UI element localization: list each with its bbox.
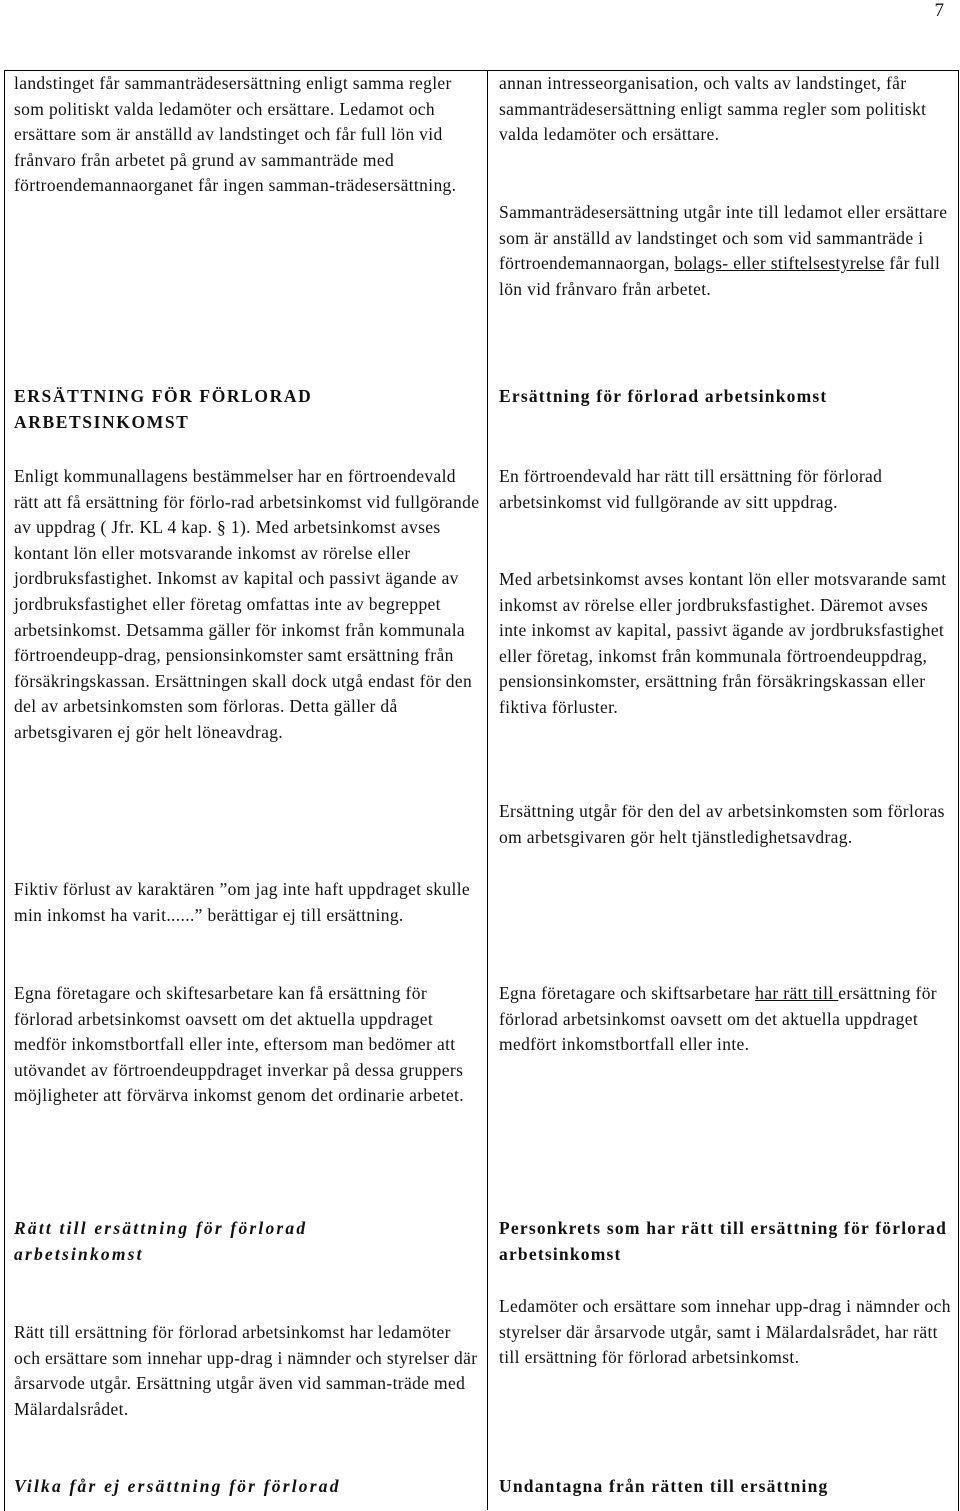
left-heading-ersattning: ERSÄTTNING FÖR FÖRLORAD ARBETSINKOMST [14, 386, 313, 432]
right-paragraph-egna-foretagare [499, 981, 951, 1058]
left-paragraph-kommunallag: Enligt kommunallagens bestämmelser har en förtroendevald rätt att få ersättning för förlo-rad arbetsinkomst vid fullgörande av uppdrag ( Jfr. KL 4 kap. § 1). Med arbetsinkomst avses kontant lön eller motsvarande inkomst av rörelse eller jordbruksfastighet. Inkomst av kapital och passivt ägande av jordbruksfastighet eller företag omfattas inte av begreppet arbetsinkomst. Detsamma gäller för inkomst från kommunala förtroendeupp-drag, pensionsinkomster samt ersättning från försäkringskassan. Ersättningen skall dock utgå endast för den del av arbetsinkomsten som förloras. Detta gäller då arbetsgivaren ej gör helt löneavdrag. [14, 466, 480, 742]
right-heading-ersattning: Ersättning för förlorad arbetsinkomst [499, 386, 828, 406]
left-intro-text-1: landstinget får sammanträdesersättning enligt samma regler som politiskt valda ledamöter och ersättare. [14, 73, 452, 119]
right-intro2-text-a: Sammanträdesersättning utgår inte till ledamot eller ersättare som är anställd av landstinget och som vid sammanträde i förtroendemannaorgan, [499, 202, 948, 274]
left-paragraph-egna-foretagare: Egna företagare och skiftesarbetare kan få ersättning för förlorad arbetsinkomst oavsett om det aktuella uppdraget medför inkomstbortfall eller inte, eftersom man bedömer att utövandet av förtroendeuppdraget inverkar på dessa gruppers möjligheter att förvärva inkomst genom det ordinarie arbetet. [14, 983, 464, 1106]
left-heading-ratt-till: Rätt till ersättning för förlorad arbetsinkomst [14, 1218, 308, 1264]
right-para4-text-b: ersättning för förlorad arbetsinkomst oavsett om det aktuella uppdraget medfört inkomstbortfall eller inte. [499, 983, 937, 1055]
right-paragraph-arbetsinkomst: Med arbetsinkomst avses kontant lön eller motsvarande samt inkomst av rörelse eller jordbruksfastighet. Däremot avses inte inkomst av kapital, passivt ägande av jordbruksfastighet eller företag, inkomst från kommunala förtroendeuppdrag, pensionsinkomster, ersättning från försäkringskassan eller fiktiva förluster. [499, 569, 947, 717]
left-heading-vilka-far-ej: Vilka får ej ersättning för förlorad [14, 1476, 341, 1496]
left-paragraph-ratt-till: Rätt till ersättning för förlorad arbetsinkomst har ledamöter och ersättare som innehar upp-drag i nämnder och styrelser där årsarvode utgår. Ersättning utgår även vid samman-träde med Mälardalsrådet. [14, 1322, 478, 1419]
right-heading-personkrets: Personkrets som har rätt till ersättning för förlorad arbetsinkomst [499, 1218, 948, 1264]
right-paragraph-fortroendevald: En förtroendevald har rätt till ersättning för förlorad arbetsinkomst vid fullgörande av sitt uppdrag. [499, 466, 883, 512]
right-paragraph-del-av-arbetsinkomst: Ersättning utgår för den del av arbetsinkomsten som förloras om arbetsgivaren gör helt tjänstledighetsavdrag. [499, 801, 945, 847]
right-paragraph-personkrets: Ledamöter och ersättare som innehar upp-drag i nämnder och styrelser där årsarvode utgår, samt i Mälardalsrådet, har rätt till ersättning för förlorad arbetsinkomst. [499, 1296, 951, 1368]
column-divider [487, 70, 488, 1510]
left-intro-text-2: Ledamot och ersättare som är anställd av landstinget och får full lön vid frånvaro från arbetet på grund av sammanträde med förtroendemannaorganet får ingen samman-trädesersättning. [14, 98, 457, 196]
right-heading-undantagna: Undantagna från rätten till ersättning [499, 1476, 829, 1496]
right-intro2-text-b: får full lön vid frånvaro från arbetet. [499, 253, 941, 299]
right-paragraph-sammantradesersattning [499, 200, 951, 302]
left-intro [14, 71, 480, 199]
right-intro2-underlined: bolags- eller stiftelsestyrelse [674, 253, 885, 274]
right-para4-text-a: Egna företagare och skiftsarbetare [499, 983, 756, 1003]
right-para4-underlined: har rätt till [755, 983, 839, 1003]
page-number: 7 [934, 0, 944, 21]
right-paragraph-intro: annan intresseorganisation, och valts av landstinget, får sammanträdesersättning enligt samma regler som politiskt valda ledamöter och ersättare. [499, 73, 927, 145]
left-paragraph-fiktiv-forlust: Fiktiv förlust av karaktären ”om jag inte haft uppdraget skulle min inkomst ha varit......” berättigar ej till ersättning. [14, 879, 471, 925]
